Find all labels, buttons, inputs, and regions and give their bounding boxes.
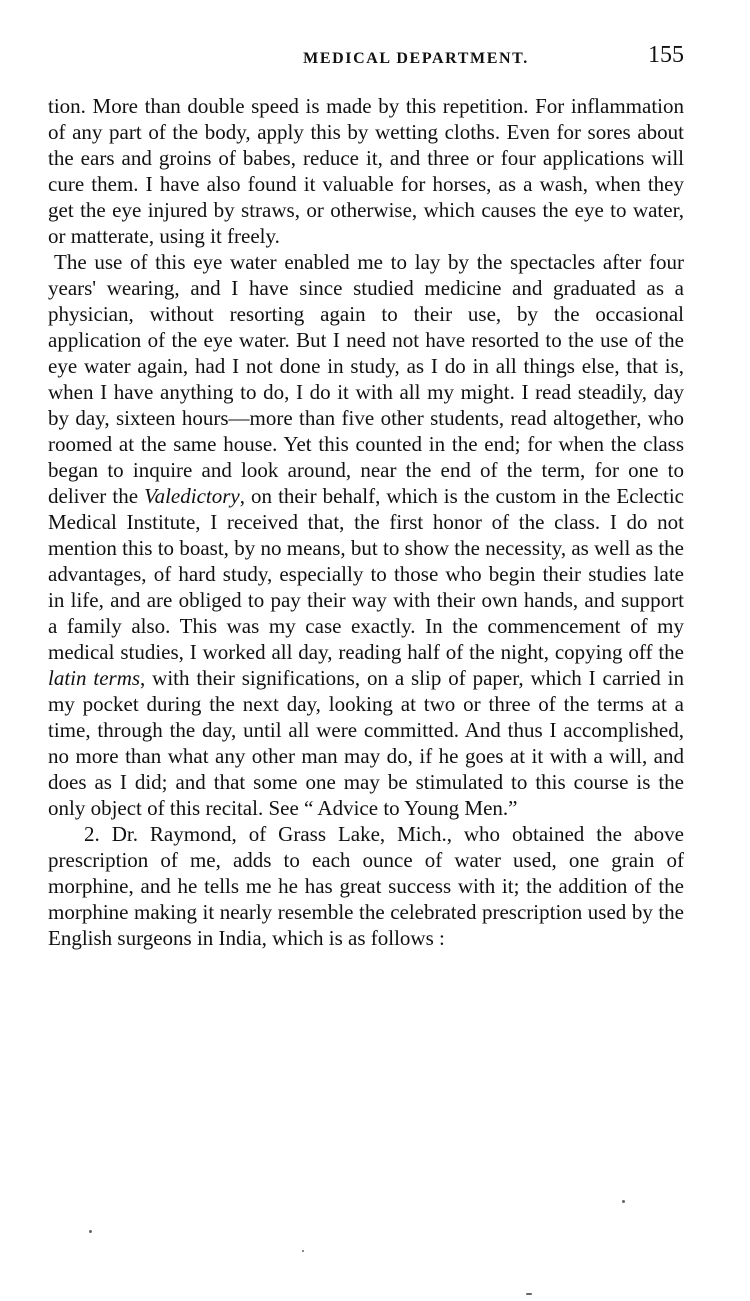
paragraph-text: tion. More than double speed is made by this repetition. For inflammation of any part of the body, apply this by wetting cloths. Even for sores about the ears and groins of babes, reduce it, and three or four applications will cure them. I have also found it valuable for horses, as a wash, when they get the eye injured by straws, or otherwise, which causes the eye to water, or matterate, using it freely. (48, 94, 684, 248)
paragraph-personal-account (48, 249, 684, 821)
body-text (48, 93, 684, 951)
paragraph-text: 2. Dr. Raymond, of Grass Lake, Mich., who obtained the above prescription of me, adds to each ounce of water used, one grain of morphine, and he tells me he has great success with it; the addition of the morphine making it nearly resemble the celebrated prescription used by the English surgeons in India, which is as follows : (48, 822, 684, 950)
print-speck (302, 1250, 304, 1252)
paragraph-text: , with their significations, on a slip of paper, which I carried in my pocket during the next day, looking at two or three of the terms at a time, through the day, until all were committed. And thus I accomplished, no more than what any other man may do, if he goes at it with a will, and does as I did; and that some one may be stimulated to this course is the only object of this recital. See “ Advice to Young Men.” (48, 666, 685, 820)
print-speck (622, 1200, 625, 1203)
paragraph-eye-water-uses (48, 93, 684, 249)
print-speck (89, 1230, 92, 1233)
paragraph-text: , on their behalf, which is the custom in the Eclectic Medical Institute, I received that, the first honor of the class. I do not mention this to boast, by no means, but to show the necessity, as well as the advantages, of hard study, especially to those who begin their studies late in life, and are obliged to pay their way with their own hands, and support a family also. This was my case exactly. In the commencement of my medical studies, I worked all day, reading half of the night, copying off the (48, 484, 684, 664)
italic-term-valedictory: Valedictory (144, 484, 240, 508)
paragraph-text: The use of this eye water enabled me to lay by the spectacles after four years' wearing, and I have since studied medicine and graduated as a physician, without resorting again to their use, by the occasional application of the eye water. But I need not have resorted to the use of the eye water again, had I not done in study, as I do in all things else, that is, when I have anything to do, I do it with all my might. I read steadily, day by day, sixteen hours—more than five other students, read altogether, who roomed at the same house. Yet this counted in the end; for when the class began to inquire and look around, near the end of the term, for one to deliver the (48, 250, 684, 508)
running-head-title: MEDICAL DEPARTMENT. (303, 50, 529, 67)
italic-term-latin-terms: latin terms (48, 666, 141, 690)
print-speck (526, 1293, 532, 1295)
page-number: 155 (648, 42, 684, 68)
paragraph-dr-raymond (48, 821, 684, 951)
running-head (48, 42, 684, 78)
